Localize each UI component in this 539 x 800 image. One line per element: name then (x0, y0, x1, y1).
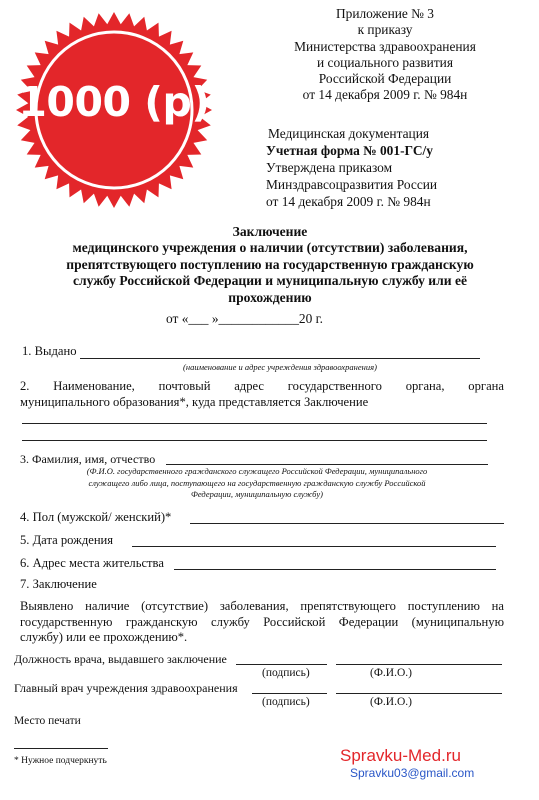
footnote: * Нужное подчеркнуть (14, 756, 107, 766)
doctor-fio-field[interactable] (336, 664, 502, 665)
appendix-line: к приказу (357, 22, 413, 38)
form-info-line: Минздравсоцразвития России (266, 177, 438, 192)
sex-label: 4. Пол (мужской/ женский)* (20, 510, 172, 524)
name-hint (26, 466, 488, 501)
name-hint-line: служащего либо лица, поступающего на государственную гражданскую службу Российской (88, 477, 426, 488)
conclusion-text (20, 599, 504, 646)
appendix-line: и социального развития (317, 54, 453, 70)
dob-label: 5. Дата рождения (20, 533, 114, 547)
form-info-line: от 14 декабря 2009 г. № 984н (266, 194, 431, 209)
body-field[interactable] (22, 440, 487, 441)
title-line: препятствующего поступлению на государственную гражданскую (66, 256, 474, 272)
body-label (20, 378, 504, 395)
title-line: медицинского учреждения о наличии (отсутствии) заболевания, (72, 240, 468, 256)
watermark-email: Spravku03@gmail.com (350, 766, 475, 780)
issued-hint: (наименование и адрес учреждения здравоохранения) (183, 362, 377, 372)
stamp-label: Место печати (14, 715, 81, 727)
appendix-line: от 14 декабря 2009 г. № 984н (302, 87, 468, 103)
form-info-line: Медицинская документация (268, 126, 430, 141)
watermark-site: Spravku-Med.ru (340, 746, 461, 765)
chief-signature-field[interactable] (252, 693, 327, 694)
body-field[interactable] (22, 423, 487, 424)
conclusion-label: 7. Заключение (20, 577, 97, 591)
appendix-line: Министерства здравоохранения (294, 38, 476, 54)
address-label: 6. Адрес места жительства (20, 556, 164, 570)
issued-field[interactable] (80, 358, 480, 359)
body-label-line: муниципального образования*, куда представляется Заключение (20, 395, 369, 409)
name-hint-line: (Ф.И.О. государственного гражданского служащего Российской Федерации, муниципального (86, 466, 428, 476)
fio-hint: (Ф.И.О.) (370, 696, 412, 708)
doctor-position-label: Должность врача, выдавшего заключение (14, 652, 227, 666)
appendix-line: Приложение № 3 (335, 6, 435, 21)
date-field: от «___ »____________20 г. (166, 311, 323, 326)
footnote-divider (14, 748, 108, 749)
sex-field[interactable] (190, 523, 504, 524)
issued-label: 1. Выдано (22, 344, 77, 358)
signature-hint: (подпись) (262, 667, 310, 679)
fio-hint: (Ф.И.О.) (370, 667, 412, 679)
conclusion-text-line: службу) или ее прохождению*. (20, 630, 188, 644)
form-number: Учетная форма № 001-ГС/у (266, 143, 433, 158)
seal-price-text: 1000 (р) (18, 78, 210, 126)
title-line: службу Российской Федерации и муниципальную службу или её (72, 273, 468, 289)
conclusion-text-line: Выявлено наличие (отсутствие) заболевания, препятствующего поступлению на (20, 599, 504, 613)
conclusion-text-line: государственную гражданскую службу Российской Федерации (муниципальную (20, 614, 504, 629)
document-title (20, 224, 520, 306)
appendix-block (274, 6, 496, 104)
form-info-line: Утверждена приказом (266, 160, 393, 175)
body-label-line: 2. Наименование, почтовый адрес государственного органа, органа (20, 379, 504, 393)
name-label: 3. Фамилия, имя, отчество (20, 452, 156, 466)
form-info-block (266, 125, 516, 210)
chief-doctor-label: Главный врач учреждения здравоохранения (14, 681, 238, 695)
appendix-line: Российской Федерации (318, 71, 452, 87)
signature-hint: (подпись) (262, 696, 310, 708)
chief-fio-field[interactable] (336, 693, 502, 694)
doctor-signature-field[interactable] (236, 664, 327, 665)
address-field[interactable] (174, 569, 496, 570)
title-line: Заключение (232, 224, 308, 239)
dob-field[interactable] (132, 546, 496, 547)
title-line: прохождению (228, 289, 312, 305)
name-field[interactable] (166, 464, 488, 465)
name-hint-line: Федерации, муниципальную службу) (191, 489, 323, 499)
